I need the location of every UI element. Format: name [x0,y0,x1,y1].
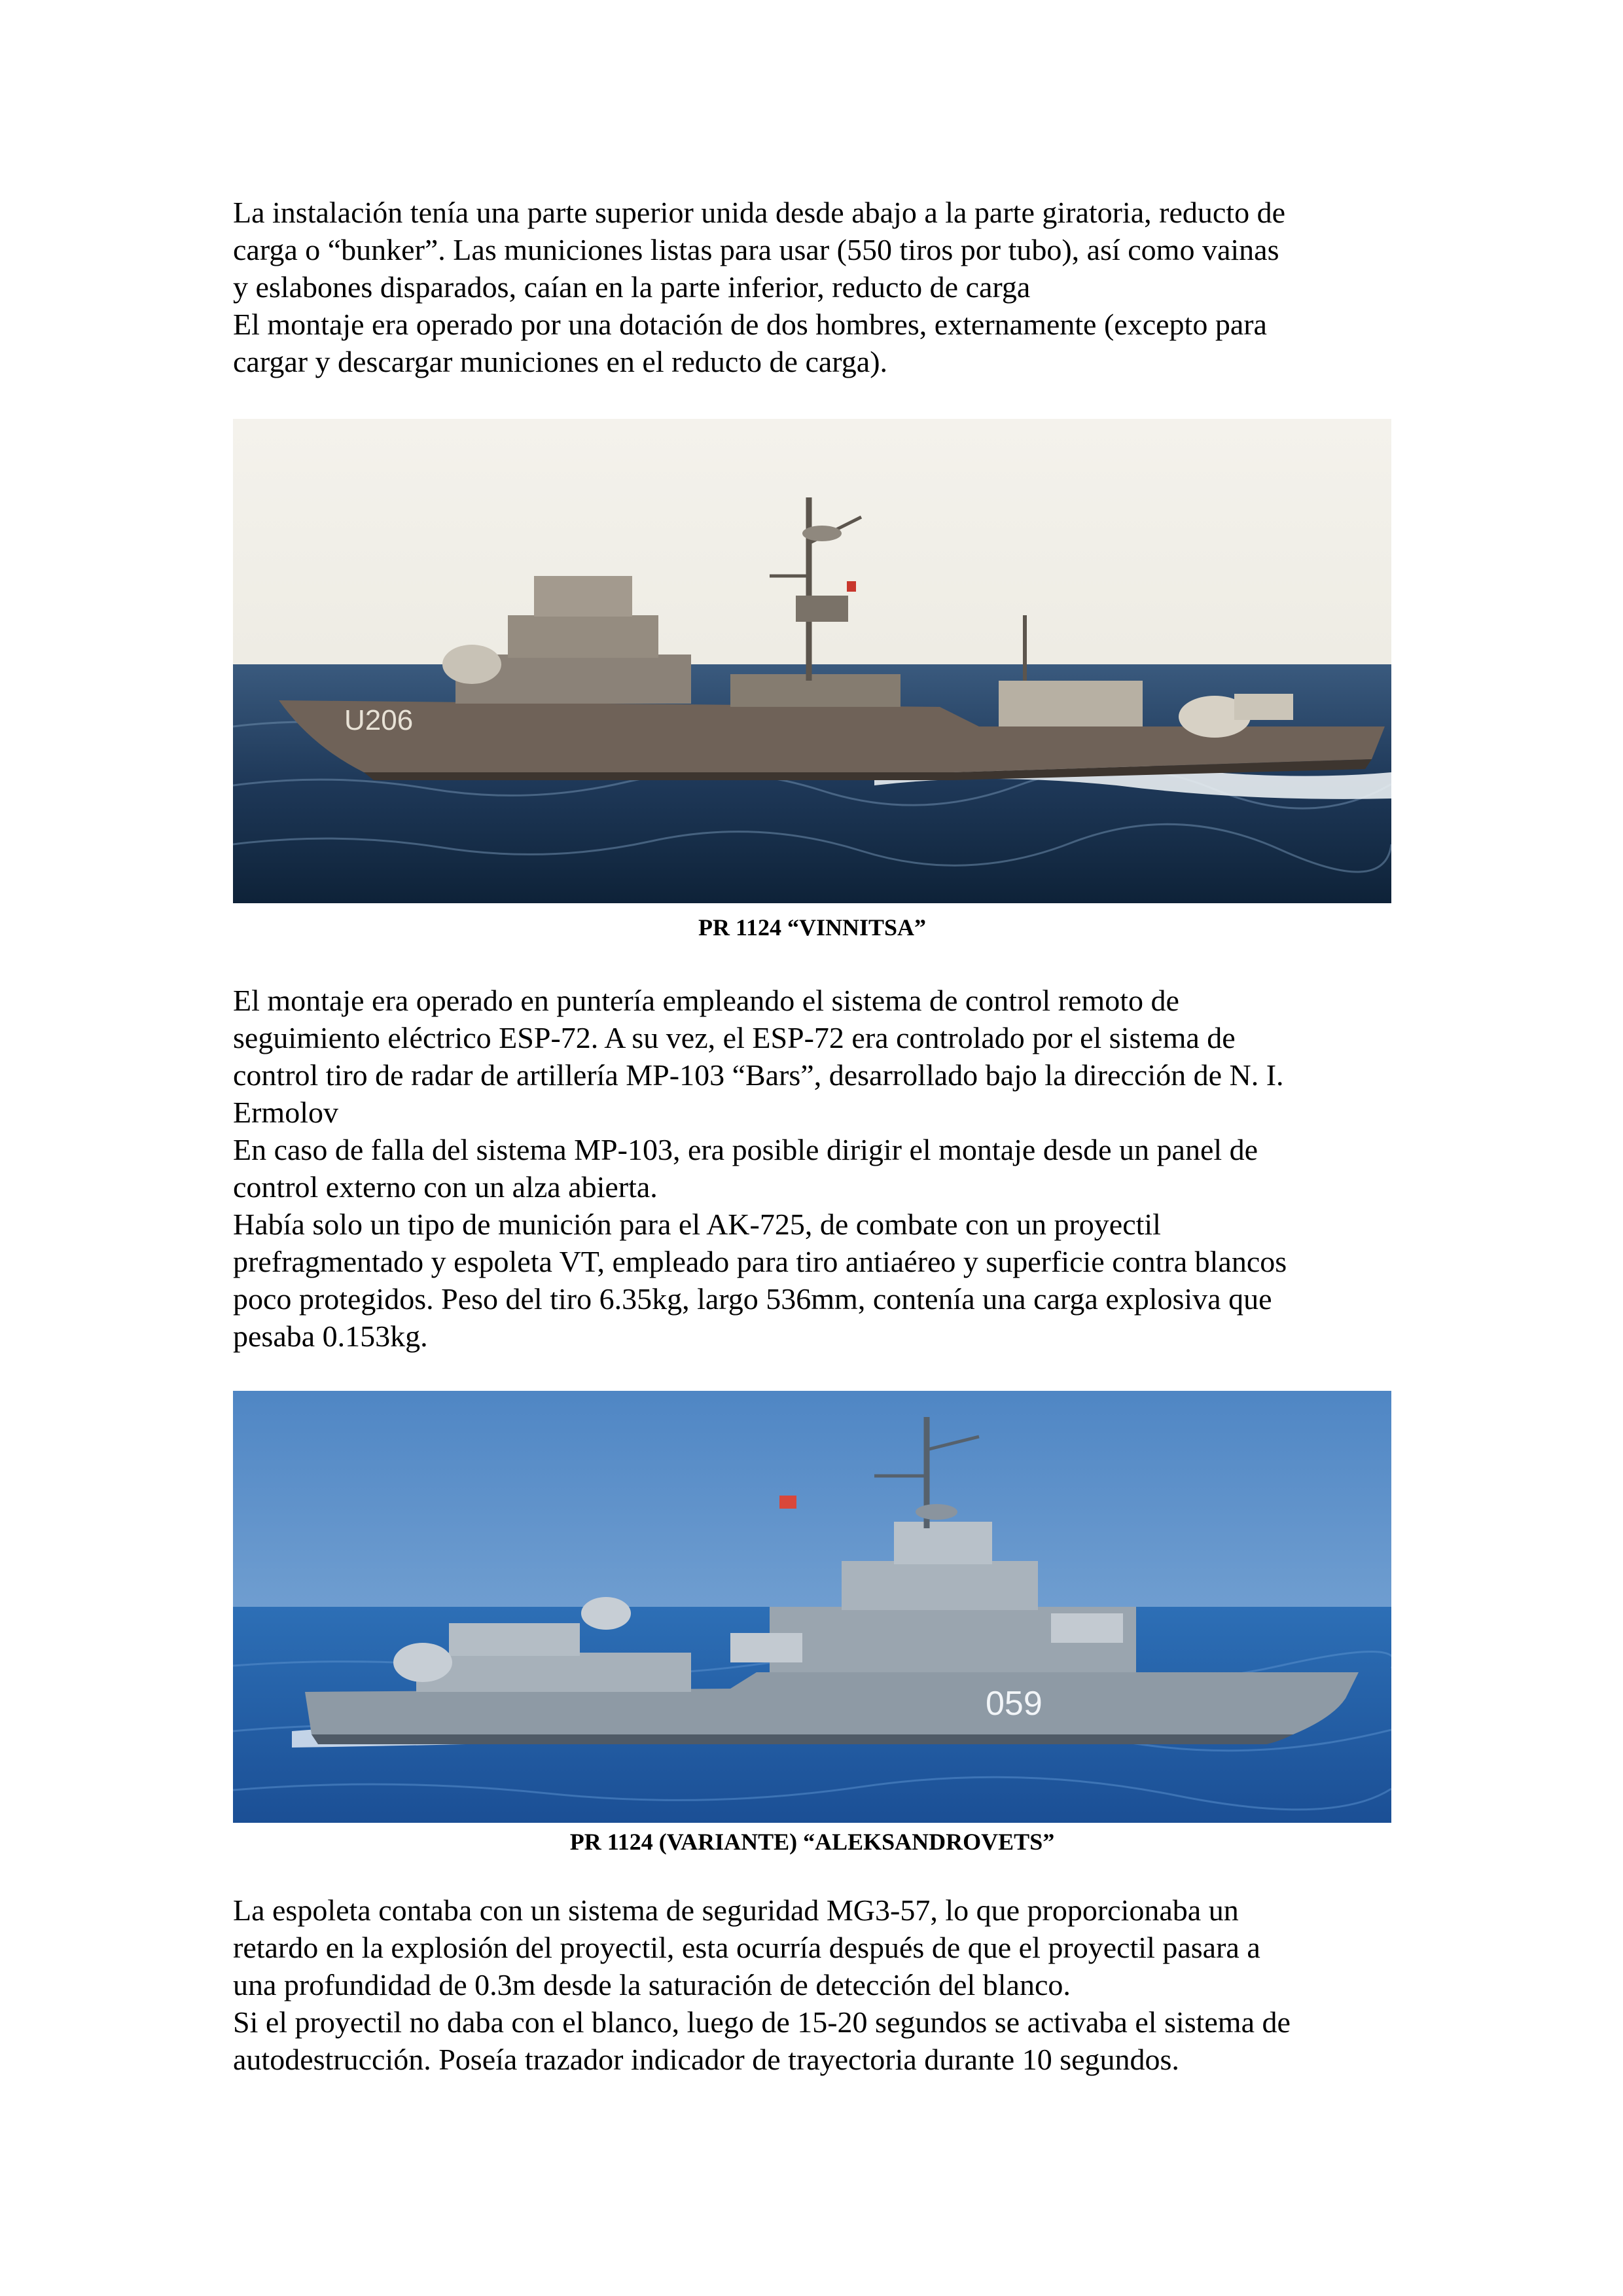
ship-photo-aleksandrovets-image [233,1391,1391,1823]
text-line: La instalación tenía una parte superior unida desde abajo a la parte giratoria, reducto de [233,196,1286,229]
text-line: El montaje era operado por una dotación de dos hombres, externamente (excepto para [233,308,1267,341]
hull-marking-059: 059 [986,1685,1043,1723]
text-line: pesaba 0.153kg. [233,1319,428,1353]
text-line: En caso de falla del sistema MP-103, era posible dirigir el montaje desde un panel de [233,1133,1258,1166]
text-line: control externo con un alza abierta. [233,1170,658,1204]
text-line: Ermolov [233,1096,338,1129]
photo-caption-vinnitsa: PR 1124 “VINNITSA” [698,914,927,941]
text-line: y eslabones disparados, caían en la parte inferior, reducto de carga [233,270,1031,304]
text-line: El montaje era operado en puntería empleando el sistema de control remoto de [233,984,1179,1017]
text-line: autodestrucción. Poseía trazador indicador de trayectoria durante 10 segundos. [233,2043,1179,2076]
ship-photo-vinnitsa-image [233,419,1391,903]
text-line: Había solo un tipo de munición para el AK-725, de combate con un proyectil [233,1208,1161,1241]
hull-marking-u206: U206 [344,704,414,736]
text-line: Si el proyectil no daba con el blanco, luego de 15-20 segundos se activaba el sistema de [233,2005,1291,2039]
ship-photo-vinnitsa [233,419,1391,903]
text-line: control tiro de radar de artillería MP-103 “Bars”, desarrollado bajo la dirección de N. I. [233,1058,1284,1092]
text-line: retardo en la explosión del proyectil, esta ocurría después de que el proyectil pasara a [233,1931,1260,1964]
text-line: poco protegidos. Peso del tiro 6.35kg, largo 536mm, contenía una carga explosiva que [233,1282,1272,1316]
paragraph-control-system [233,982,1398,1355]
photo-caption-aleksandrovets: PR 1124 (VARIANTE) “ALEKSANDROVETS” [569,1829,1055,1855]
text-line: La espoleta contaba con un sistema de seguridad MG3-57, lo que proporcionaba un [233,1893,1239,1927]
ship-photo-aleksandrovets [233,1391,1391,1823]
text-line: cargar y descargar municiones en el reducto de carga). [233,345,888,378]
text-line: seguimiento eléctrico ESP-72. A su vez, el ESP-72 era controlado por el sistema de [233,1021,1236,1054]
text-line: una profundidad de 0.3m desde la saturación de detección del blanco. [233,1968,1071,2001]
text-line: carga o “bunker”. Las municiones listas para usar (550 tiros por tubo), así como vainas [233,233,1279,266]
paragraph-intro [233,194,1398,380]
paragraph-fuze [233,1892,1398,2078]
text-line: prefragmentado y espoleta VT, empleado para tiro antiaéreo y superficie contra blancos [233,1245,1287,1278]
